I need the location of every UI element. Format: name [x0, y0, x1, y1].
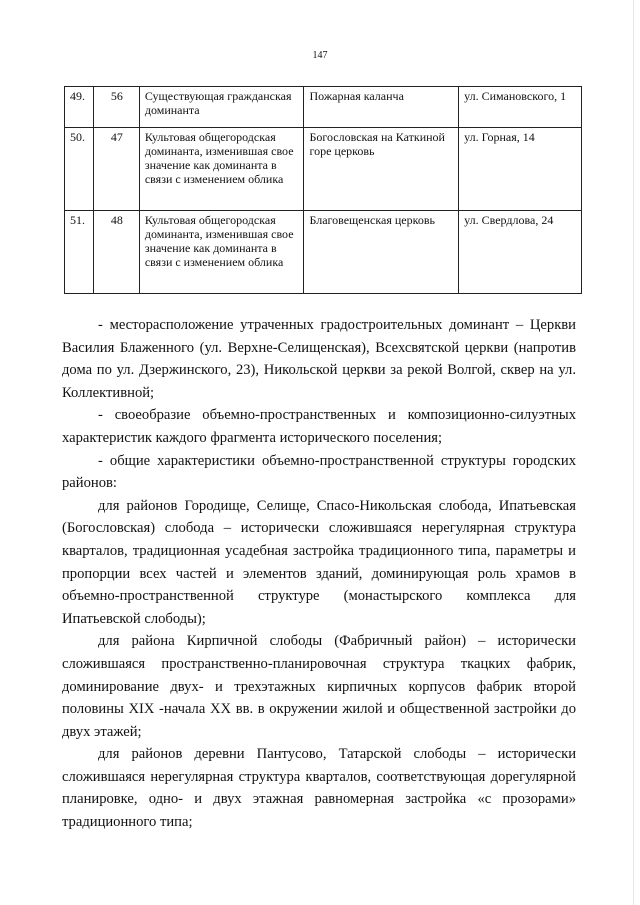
scan-edge	[633, 0, 634, 905]
object-address: ул. Симановского, 1	[459, 87, 582, 128]
table-row	[65, 128, 582, 211]
object-id: 47	[93, 128, 139, 211]
dominant-type: Культовая общегородская доминанта, изменившая свое значение как доминанта в связи с изменением облика	[139, 128, 304, 211]
object-address: ул. Горная, 14	[459, 128, 582, 211]
dominant-type: Существующая гражданская доминанта	[139, 87, 304, 128]
dominants-table	[64, 86, 582, 294]
body-text	[62, 314, 576, 834]
table-row	[65, 87, 582, 128]
dominant-type: Культовая общегородская доминанта, изменившая свое значение как доминанта в связи с изменением облика	[139, 211, 304, 294]
object-name: Богословская на Каткиной горе церковь	[304, 128, 459, 211]
paragraph-pantusovo: для районов деревни Пантусово, Татарской слободы – исторически сложившаяся нерегулярная структура кварталов, соответствующая дорегулярной планировке, одно- и двух этажная равномерная застройка «с прозорами» традиционного типа;	[62, 746, 576, 831]
paragraph-gorodische: для районов Городище, Селище, Спасо-Никольская слобода, Ипатьевская (Богословская) слобода – исторически сложившаяся нерегулярная структура кварталов, традиционная усадебная застройка традиционного типа, параметры и пропорции всех частей и элементов зданий, доминирующая роль храмов в объемно-пространственной структуре (монастырского комплекса для Ипатьевской слободы);	[62, 497, 576, 627]
paragraph-lost-dominants: - месторасположение утраченных градостроительных доминант – Церкви Василия Блаженного (ул. Верхне-Селищенская), Всехсвятской церкви (напротив дома по ул. Дзержинского, 23), Никольской церкви за рекой Волгой, сквер на ул. Коллективной;	[62, 317, 576, 401]
row-number: 51.	[65, 211, 94, 294]
page-number: 147	[312, 50, 328, 61]
object-name: Пожарная каланча	[304, 87, 459, 128]
paragraph-district-structure: - общие характеристики объемно-пространственной структуры городских районов:	[62, 452, 576, 492]
object-id: 56	[93, 87, 139, 128]
object-id: 48	[93, 211, 139, 294]
object-name: Благовещенская церковь	[304, 211, 459, 294]
object-address: ул. Свердлова, 24	[459, 211, 582, 294]
paragraph-silhouette: - своеобразие объемно-пространственных и композиционно-силуэтных характеристик каждого фрагмента исторического поселения;	[62, 407, 576, 446]
row-number: 49.	[65, 87, 94, 128]
paragraph-kirpichnaya: для района Кирпичной слободы (Фабричный район) – исторически сложившаяся пространственно-планировочная структура ткацких фабрик, доминирование двух- и трехэтажных кирпичных корпусов фабрик второй половины XIX -начала XX вв. в окружении жилой и общественной застройки до двух этажей;	[62, 633, 576, 740]
table-row	[65, 211, 582, 294]
row-number: 50.	[65, 128, 94, 211]
